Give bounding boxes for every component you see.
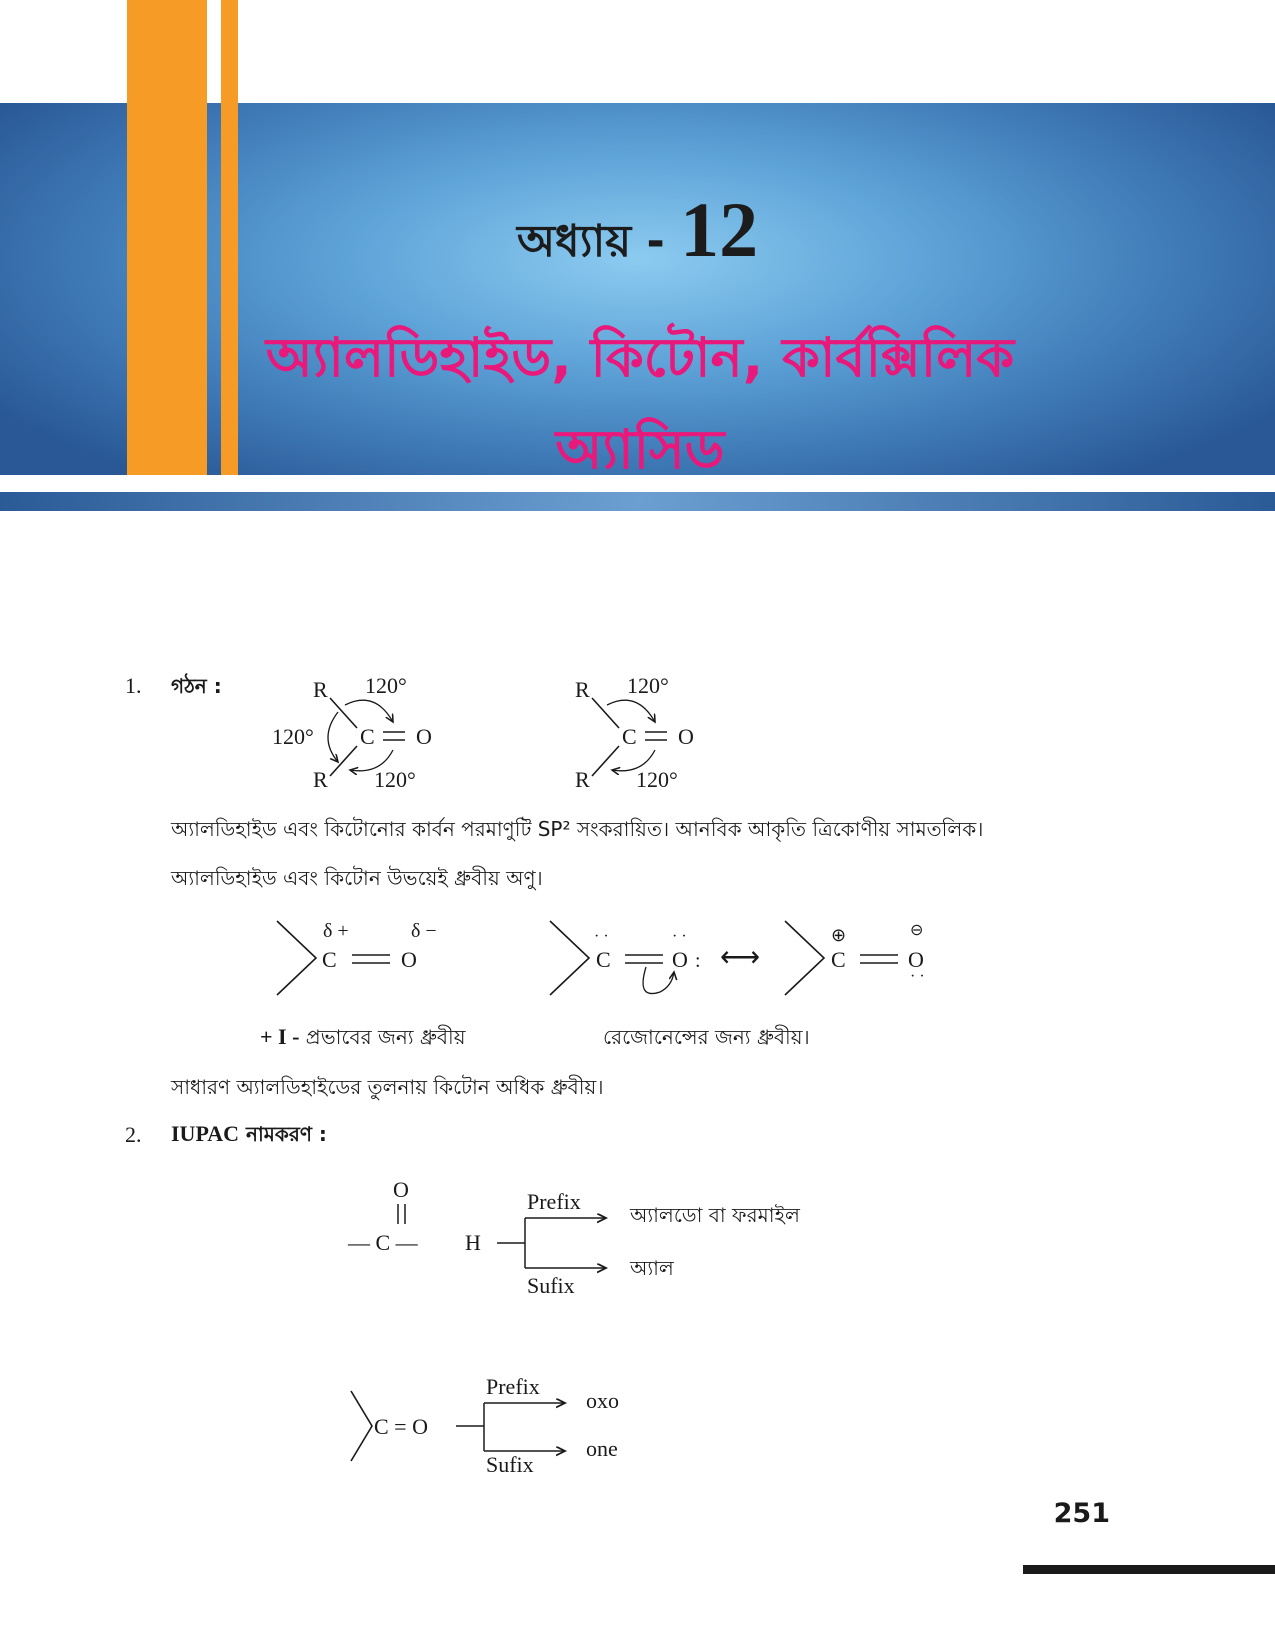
ketone-suffix-label: Sufix: [486, 1452, 534, 1477]
aldehyde-suffix-label: Sufix: [527, 1273, 575, 1298]
footer-rule: [1023, 1565, 1275, 1574]
aldehyde-suffix-value: অ্যাল: [630, 1256, 674, 1280]
page-number: 251: [1053, 1498, 1110, 1529]
section2-number: 2.: [125, 1122, 142, 1147]
angle-label-top: 120°: [365, 673, 407, 698]
lone-pair-dots-c: · ·: [594, 928, 609, 945]
aldehyde-naming-diagram: [347, 1177, 606, 1298]
aldehyde-hydrogen: H: [465, 1230, 481, 1255]
ketone-bonds: [351, 1391, 372, 1461]
carbon-label-2: C: [622, 724, 637, 749]
caption-inductive-prefix: + I -: [260, 1024, 300, 1049]
carbon-label-4: C: [596, 947, 611, 972]
section1-heading: গঠন :: [171, 674, 222, 698]
oxygen-label-2: O: [678, 724, 694, 749]
oxygen-label-4: O: [672, 947, 688, 972]
negative-charge: ⊖: [910, 922, 924, 939]
aldehyde-oxygen: O: [393, 1177, 409, 1202]
caption-inductive-text: প্রভাবের জন্য ধ্রুবীয়: [305, 1025, 466, 1049]
ketone-prefix-value: oxo: [586, 1388, 619, 1413]
section2-heading-text: নামকরণ :: [246, 1122, 327, 1146]
aldehyde-prefix-value: অ্যালডো বা ফরমাইল: [630, 1203, 800, 1227]
r-label-top-2: R: [575, 677, 590, 702]
chapter-title-line2: অ্যাসিড: [555, 418, 725, 481]
chapter-title-line1: অ্যালডিহাইড, কিটোন, কার্বক্সিলিক: [265, 326, 1015, 389]
chapter-word: অধ্যায় -: [516, 216, 665, 267]
r-label-top: R: [313, 677, 328, 702]
resonance-arrow: ⟷: [720, 942, 761, 973]
oxygen-label-5: O: [908, 947, 924, 972]
positive-charge: ⊕: [831, 925, 847, 945]
caption-resonance: রেজোনেন্সের জন্য ধ্রুবীয়।: [603, 1025, 810, 1049]
oxygen-label-3: O: [401, 947, 417, 972]
angle-label-bottom: 120°: [374, 767, 416, 792]
lone-pair-dots-o-bottom: · ·: [910, 968, 925, 985]
section2-heading-prefix: IUPAC: [171, 1121, 240, 1146]
r-label-bottom: R: [313, 767, 328, 792]
section1-paragraph-2: অ্যালডিহাইড এবং কিটোন উভয়েই ধ্রুবীয় অণু।: [171, 866, 543, 890]
carbon-label-5: C: [831, 947, 846, 972]
section1-number: 1.: [125, 673, 142, 698]
r-label-bottom-2: R: [575, 767, 590, 792]
lone-pair-dots-o-top: · ·: [672, 928, 687, 945]
oxygen-label: O: [416, 724, 432, 749]
chapter-number: 12: [680, 186, 759, 273]
angle-label-bottom-2: 120°: [636, 767, 678, 792]
ketone-group: C = O: [374, 1414, 428, 1439]
aldehyde-prefix-label: Prefix: [527, 1189, 581, 1214]
section1-paragraph-3: সাধারণ অ্যালডিহাইডের তুলনায় কিটোন অধিক ধ্রুবীয়।: [171, 1075, 604, 1099]
ketone-suffix-value: one: [586, 1436, 618, 1461]
lone-pair-dots-o-right: :: [695, 950, 701, 972]
carbon-label-3: C: [322, 947, 337, 972]
angle-label-left: 120°: [272, 724, 314, 749]
angle-label-top-2: 120°: [627, 673, 669, 698]
ketone-naming-diagram: [351, 1374, 619, 1477]
section1-paragraph-1: অ্যালডিহাইড এবং কিটোনোর কার্বন পরমাণুটি SP² সংকরায়িত। আনবিক আকৃতি ত্রিকোণীয় সামতলিক।: [171, 817, 984, 841]
delta-minus-label: δ −: [411, 920, 437, 942]
aldehyde-carbon-group: — C —: [348, 1230, 418, 1255]
ketone-prefix-label: Prefix: [486, 1374, 540, 1399]
delta-plus-label: δ +: [323, 920, 349, 942]
carbon-label: C: [360, 724, 375, 749]
